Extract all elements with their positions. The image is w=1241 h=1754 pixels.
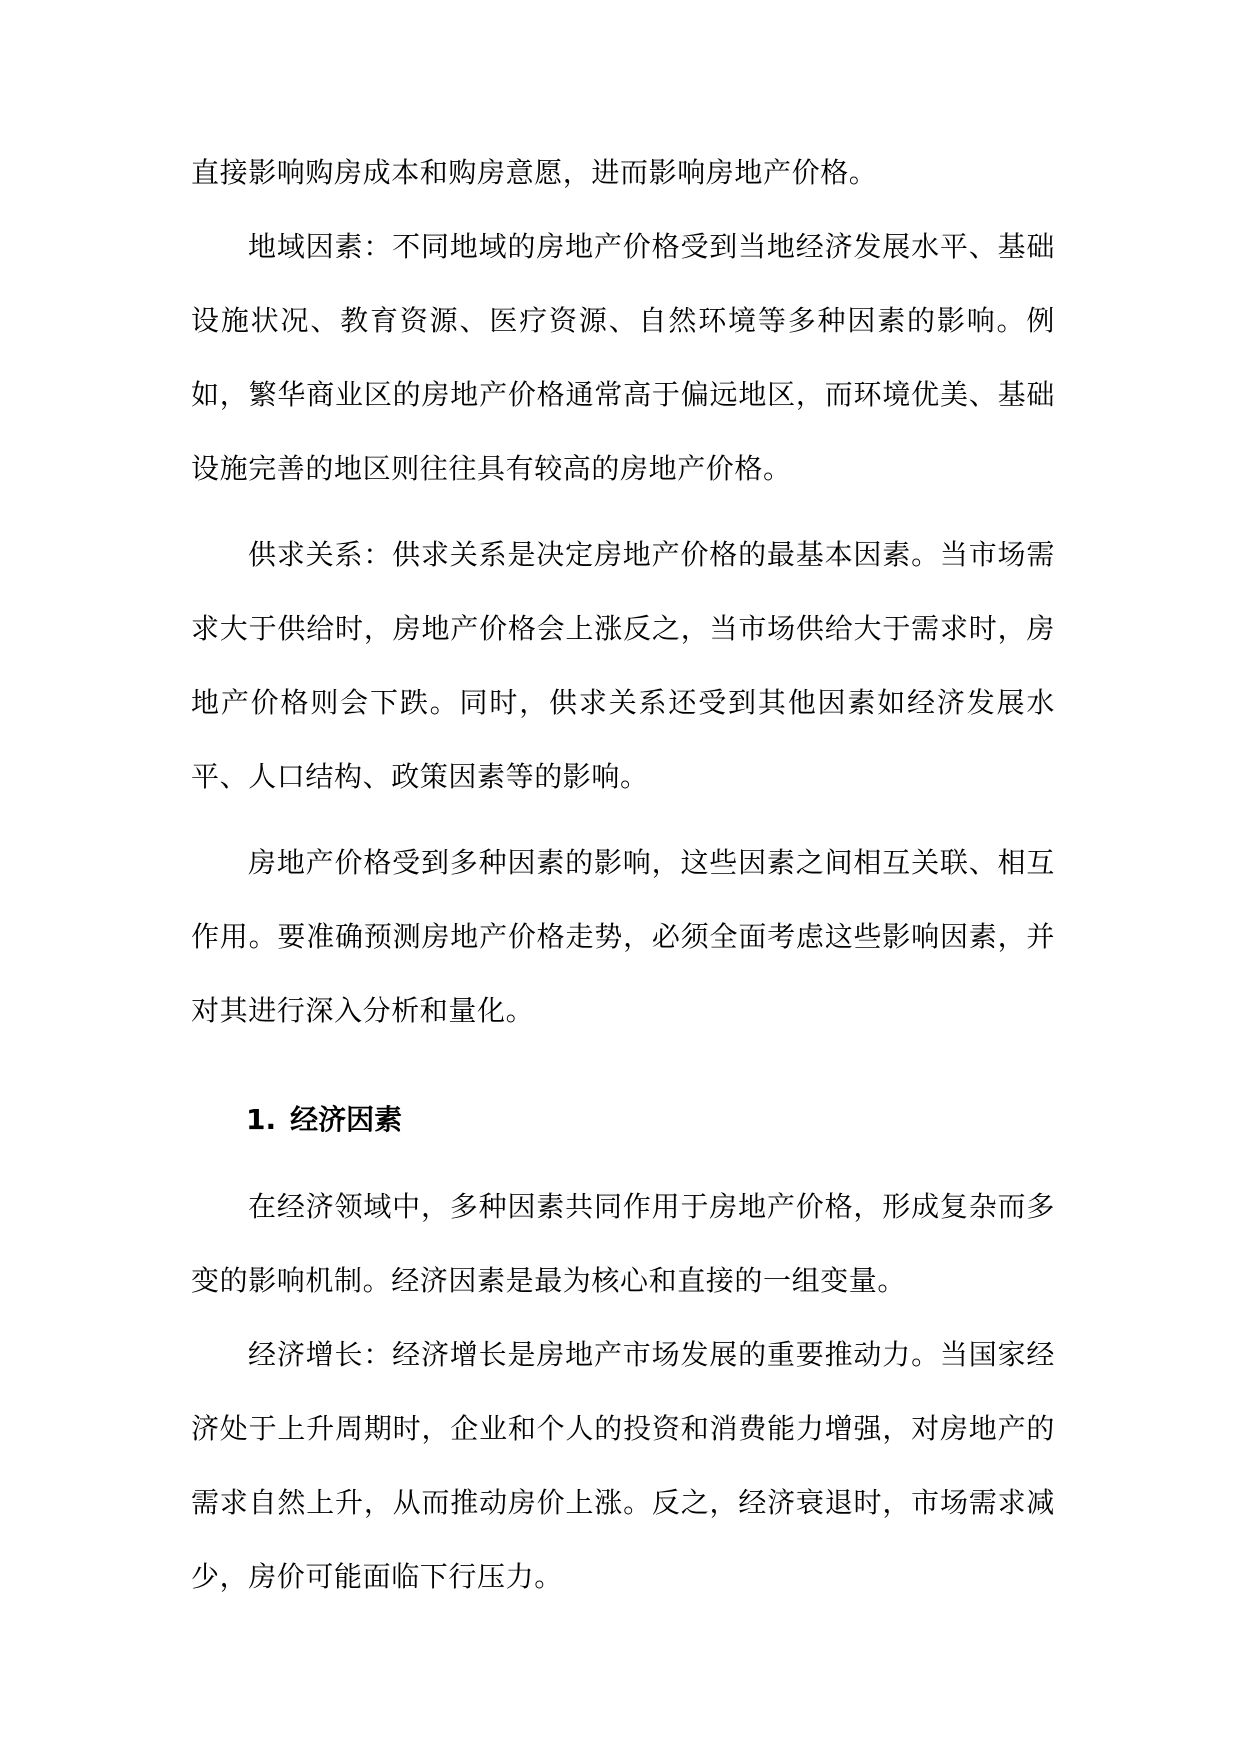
- paragraph-summary: 房地产价格受到多种因素的影响，这些因素之间相互关联、相互作用。要准确预测房地产价格走势，必须全面考虑这些影响因素，并对其进行深入分析和量化。: [191, 846, 1055, 1027]
- paragraph-economic-growth: 经济增长：经济增长是房地产市场发展的重要推动力。当国家经济处于上升周期时，企业和个人的投资和消费能力增强，对房地产的需求自然上升，从而推动房价上涨。反之，经济衰退时，市场需求减少，房价可能面临下行压力。: [191, 1338, 1055, 1593]
- paragraph-supply-demand: 供求关系：供求关系是决定房地产价格的最基本因素。当市场需求大于供给时，房地产价格会上涨反之，当市场供给大于需求时，房地产价格则会下跌。同时，供求关系还受到其他因素如经济发展水平、人口结构、政策因素等的影响。: [191, 538, 1055, 793]
- paragraph-economic-intro: 在经济领域中，多种因素共同作用于房地产价格，形成复杂而多变的影响机制。经济因素是最为核心和直接的一组变量。: [191, 1190, 1055, 1297]
- paragraph-continuation: 直接影响购房成本和购房意愿，进而影响房地产价格。: [191, 156, 878, 189]
- section-title: 经济因素: [290, 1103, 403, 1136]
- paragraph-regional-factors: 地域因素：不同地域的房地产价格受到当地经济发展水平、基础设施状况、教育资源、医疗资源、自然环境等多种因素的影响。例如，繁华商业区的房地产价格通常高于偏远地区，而环境优美、基础设施完善的地区则往往具有较高的房地产价格。: [191, 230, 1055, 485]
- section-number: 1.: [246, 1103, 277, 1136]
- section-heading: [246, 1083, 402, 1157]
